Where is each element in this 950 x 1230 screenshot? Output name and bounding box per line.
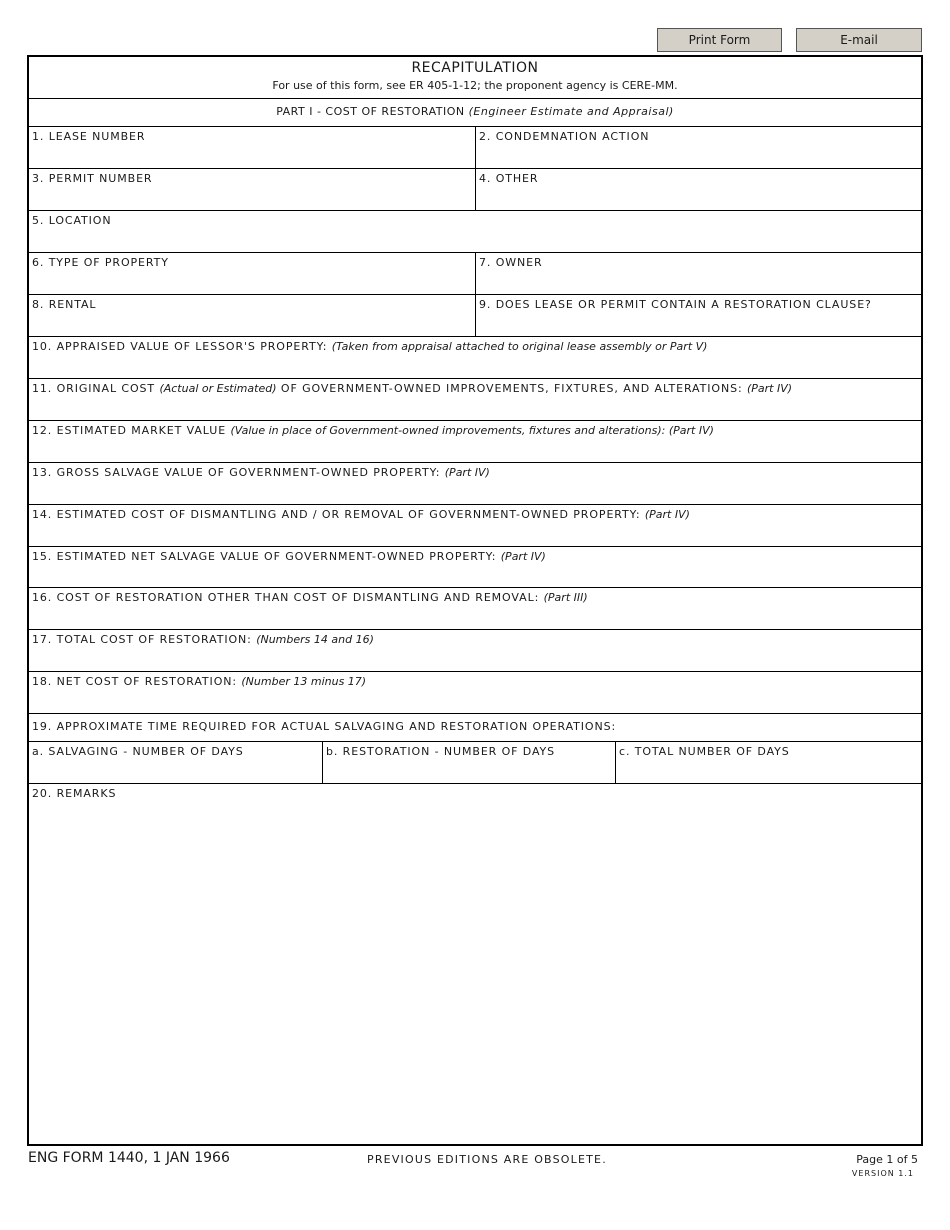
part-one-label: PART I - COST OF RESTORATION	[276, 105, 465, 118]
original-cost-post-text: OF GOVERNMENT-OWNED IMPROVEMENTS, FIXTURES, AND ALTERATIONS:	[280, 382, 743, 395]
original-cost-input[interactable]	[31, 400, 919, 418]
dismantling-cost-text: 14. ESTIMATED COST OF DISMANTLING AND / OR REMOVAL OF GOVERNMENT-OWNED PROPERTY:	[32, 508, 641, 521]
market-value-note: (Value in place of Government-owned improvements, fixtures and alterations): (Part IV)	[230, 424, 714, 437]
restoration-days-input[interactable]	[325, 763, 613, 781]
form-header	[29, 57, 921, 99]
recapitulation-form	[27, 55, 923, 1146]
other-cell	[476, 169, 921, 210]
restoration-clause-input[interactable]	[478, 316, 919, 334]
gross-salvage-label	[32, 466, 490, 479]
net-restoration-cost-input[interactable]	[31, 693, 919, 711]
appraised-value-text: 10. APPRAISED VALUE OF LESSOR'S PROPERTY:	[32, 340, 328, 353]
other-restoration-cost-label	[32, 591, 588, 604]
salvaging-days-label: a. SALVAGING - NUMBER OF DAYS	[32, 745, 244, 758]
restoration-clause-cell	[476, 295, 921, 336]
lease-number-label: 1. LEASE NUMBER	[32, 130, 146, 143]
location-input[interactable]	[31, 232, 919, 250]
form-title: RECAPITULATION	[411, 60, 539, 76]
gross-salvage-input[interactable]	[31, 484, 919, 502]
form-id: ENG FORM 1440, 1 JAN 1966	[28, 1150, 230, 1166]
total-restoration-cost-note: (Numbers 14 and 16)	[256, 633, 374, 646]
market-value-input[interactable]	[31, 442, 919, 460]
row-13	[29, 463, 921, 505]
dismantling-cost-label	[32, 508, 690, 521]
owner-label: 7. OWNER	[479, 256, 543, 269]
row-15	[29, 547, 921, 588]
part-one-note: (Engineer Estimate and Appraisal)	[468, 105, 674, 118]
row-19	[29, 714, 921, 742]
condemnation-action-cell	[476, 127, 921, 168]
total-restoration-cost-text: 17. TOTAL COST OF RESTORATION:	[32, 633, 252, 646]
permit-number-input[interactable]	[31, 190, 473, 208]
editions-notice: PREVIOUS EDITIONS ARE OBSOLETE.	[367, 1153, 607, 1166]
row-8-9	[29, 295, 921, 337]
appraised-value-input[interactable]	[31, 358, 919, 376]
row-6-7	[29, 253, 921, 295]
original-cost-mid-note: (Actual or Estimated)	[159, 382, 277, 395]
original-cost-label	[32, 382, 792, 395]
part-one-header	[29, 99, 921, 127]
original-cost-text: 11. ORIGINAL COST	[32, 382, 156, 395]
net-restoration-cost-text: 18. NET COST OF RESTORATION:	[32, 675, 237, 688]
net-salvage-input[interactable]	[31, 567, 919, 585]
owner-cell	[476, 253, 921, 294]
net-salvage-label	[32, 550, 546, 563]
row-19-subfields	[29, 742, 921, 784]
rental-input[interactable]	[31, 316, 473, 334]
restoration-days-label: b. RESTORATION - NUMBER OF DAYS	[326, 745, 556, 758]
type-of-property-label: 6. TYPE OF PROPERTY	[32, 256, 169, 269]
row-3-4	[29, 169, 921, 211]
other-label: 4. OTHER	[479, 172, 539, 185]
remarks-label: 20. REMARKS	[32, 787, 117, 800]
print-form-button[interactable]: Print Form	[657, 28, 782, 52]
other-restoration-cost-text: 16. COST OF RESTORATION OTHER THAN COST OF DISMANTLING AND REMOVAL:	[32, 591, 540, 604]
row-14	[29, 505, 921, 547]
net-salvage-note: (Part IV)	[500, 550, 546, 563]
row-16	[29, 588, 921, 630]
lease-number-input[interactable]	[31, 148, 473, 166]
net-salvage-text: 15. ESTIMATED NET SALVAGE VALUE OF GOVERNMENT-OWNED PROPERTY:	[32, 550, 497, 563]
type-of-property-cell	[29, 253, 476, 294]
gross-salvage-text: 13. GROSS SALVAGE VALUE OF GOVERNMENT-OWNED PROPERTY:	[32, 466, 441, 479]
other-input[interactable]	[478, 190, 919, 208]
page-indicator: Page 1 of 5	[856, 1153, 918, 1166]
location-label: 5. LOCATION	[32, 214, 112, 227]
approximate-time-label: 19. APPROXIMATE TIME REQUIRED FOR ACTUAL SALVAGING AND RESTORATION OPERATIONS:	[32, 720, 617, 733]
permit-number-cell	[29, 169, 476, 210]
version-label: VERSION 1.1	[851, 1169, 914, 1178]
rental-cell	[29, 295, 476, 336]
dismantling-cost-note: (Part IV)	[644, 508, 690, 521]
type-of-property-input[interactable]	[31, 274, 473, 292]
net-restoration-cost-note: (Number 13 minus 17)	[241, 675, 367, 688]
row-1-2	[29, 127, 921, 169]
total-restoration-cost-label	[32, 633, 374, 646]
appraised-value-note: (Taken from appraisal attached to original lease assembly or Part V)	[331, 340, 708, 353]
market-value-label	[32, 424, 714, 437]
row-18	[29, 672, 921, 714]
part-one-title	[29, 105, 921, 118]
restoration-days-cell	[323, 742, 616, 783]
total-days-label: c. TOTAL NUMBER OF DAYS	[619, 745, 790, 758]
condemnation-action-input[interactable]	[478, 148, 919, 166]
appraised-value-label	[32, 340, 707, 353]
dismantling-cost-input[interactable]	[31, 526, 919, 544]
permit-number-label: 3. PERMIT NUMBER	[32, 172, 153, 185]
rental-label: 8. RENTAL	[32, 298, 97, 311]
total-days-input[interactable]	[618, 763, 919, 781]
original-cost-note: (Part IV)	[746, 382, 793, 395]
total-days-cell	[616, 742, 921, 783]
form-subtitle: For use of this form, see ER 405-1-12; the proponent agency is CERE-MM.	[272, 79, 678, 92]
restoration-clause-label: 9. DOES LEASE OR PERMIT CONTAIN A RESTORATION CLAUSE?	[479, 298, 872, 311]
email-button[interactable]: E-mail	[796, 28, 922, 52]
net-restoration-cost-label	[32, 675, 366, 688]
row-12	[29, 421, 921, 463]
lease-number-cell	[29, 127, 476, 168]
market-value-text: 12. ESTIMATED MARKET VALUE	[32, 424, 227, 437]
row-5	[29, 211, 921, 253]
row-10	[29, 337, 921, 379]
other-restoration-cost-note: (Part III)	[543, 591, 588, 604]
other-restoration-cost-input[interactable]	[31, 609, 919, 627]
row-20	[29, 784, 921, 1144]
condemnation-action-label: 2. CONDEMNATION ACTION	[479, 130, 650, 143]
row-11	[29, 379, 921, 421]
row-17	[29, 630, 921, 672]
salvaging-days-input[interactable]	[31, 763, 320, 781]
owner-input[interactable]	[478, 274, 919, 292]
salvaging-days-cell	[29, 742, 323, 783]
total-restoration-cost-input[interactable]	[31, 651, 919, 669]
gross-salvage-note: (Part IV)	[444, 466, 490, 479]
remarks-textarea[interactable]	[32, 806, 918, 1141]
